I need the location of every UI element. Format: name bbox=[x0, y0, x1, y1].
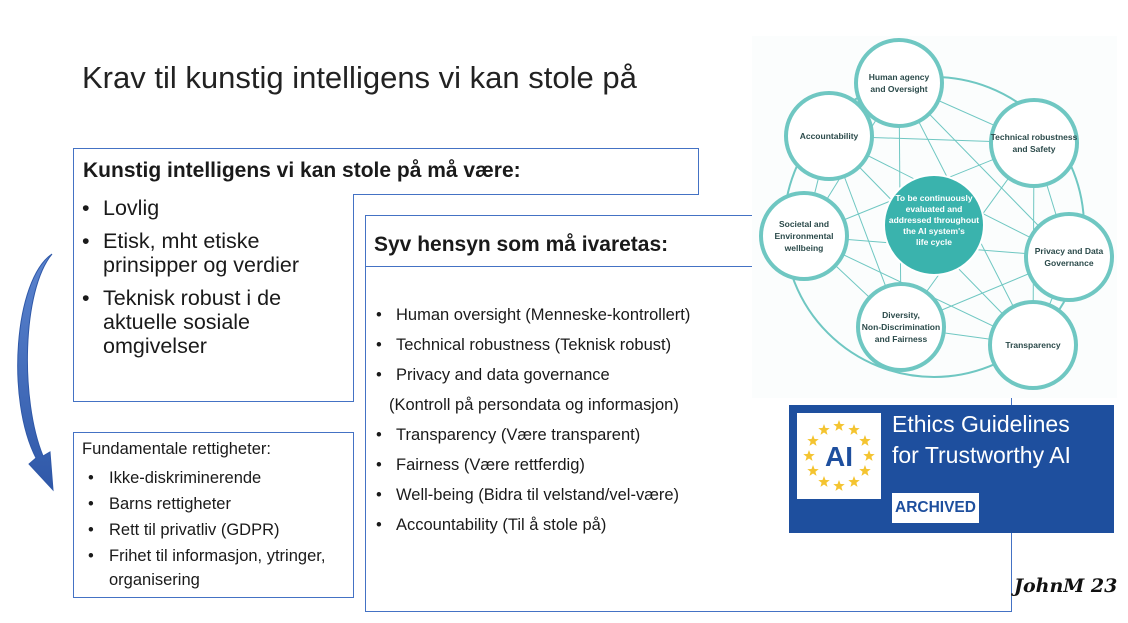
eu-star-icon bbox=[863, 450, 874, 461]
eu-star-icon bbox=[818, 476, 829, 487]
rights-item: • Ikke-diskriminerende bbox=[82, 466, 350, 490]
logo-ai-text: AI bbox=[825, 441, 853, 472]
center-text: To be continuously evaluated and addressed throughout the AI system's life cycle bbox=[888, 193, 980, 247]
rights-list bbox=[82, 466, 350, 594]
eu-star-icon bbox=[833, 420, 844, 431]
requirement-item: • Lovlig bbox=[82, 196, 348, 220]
eu-star-icon bbox=[848, 424, 859, 435]
consideration-item: • Accountability (Til å stole på) bbox=[374, 510, 774, 540]
eu-star-icon bbox=[807, 465, 818, 476]
requirements-heading: Kunstig intelligens vi kan stole på må være: bbox=[83, 159, 521, 182]
node-label-transparency: Transparency bbox=[1005, 340, 1061, 350]
rights-item: • Rett til privatliv (GDPR) bbox=[82, 518, 350, 542]
archived-badge: ARCHIVED bbox=[892, 493, 979, 523]
node-label-human-agency: Human agency and Oversight bbox=[868, 72, 930, 94]
guidelines-title-line2: for Trustworthy AI bbox=[892, 442, 1071, 468]
node-label-accountability: Accountability bbox=[799, 131, 859, 141]
requirements-box bbox=[73, 194, 354, 402]
node-label-privacy: Privacy and Data Governance bbox=[1034, 246, 1104, 268]
node-label-societal: Societal and Environmental wellbeing bbox=[774, 219, 834, 253]
ethics-guidelines-card bbox=[789, 405, 1114, 533]
consideration-item: • Technical robustness (Teknisk robust) bbox=[374, 330, 774, 360]
eu-star-icon bbox=[833, 480, 844, 491]
consideration-item: • Transparency (Være transparent) bbox=[374, 420, 774, 450]
author-signature: JohnM 23 bbox=[1014, 575, 1118, 597]
title-divider bbox=[366, 266, 791, 267]
ai-requirements-diagram bbox=[752, 36, 1117, 398]
requirements-list bbox=[82, 196, 348, 367]
eu-star-icon bbox=[807, 435, 818, 446]
consideration-item-continuation: (Kontroll på persondata og informasjon) bbox=[389, 396, 679, 414]
node-human-agency bbox=[856, 40, 942, 126]
requirements-circle-diagram bbox=[752, 36, 1117, 398]
eu-star-icon bbox=[859, 435, 870, 446]
eu-star-icon bbox=[848, 476, 859, 487]
rights-title: Fundamentale rettigheter: bbox=[82, 440, 271, 458]
slide-title: Krav til kunstig intelligens vi kan stole på bbox=[82, 60, 637, 95]
seven-considerations-list bbox=[374, 300, 774, 540]
requirement-item: • Teknisk robust i de aktuelle sosiale omgivelser bbox=[82, 286, 348, 358]
eu-star-icon bbox=[859, 465, 870, 476]
seven-considerations-title: Syv hensyn som må ivaretas: bbox=[374, 233, 669, 256]
guidelines-title-line1: Ethics Guidelines bbox=[892, 411, 1070, 437]
curved-arrow-icon bbox=[6, 250, 64, 500]
requirement-item: • Etisk, mht etiske prinsipper og verdier bbox=[82, 229, 348, 277]
node-technical-robustness bbox=[991, 100, 1077, 186]
consideration-item: • Fairness (Være rettferdig) bbox=[374, 450, 774, 480]
rights-item: • Barns rettigheter bbox=[82, 492, 350, 516]
eu-stars-icon bbox=[797, 413, 881, 499]
center-circle bbox=[884, 175, 984, 275]
eu-star-icon bbox=[803, 450, 814, 461]
consideration-item: • Privacy and data governance bbox=[374, 360, 774, 390]
node-label-diversity: Diversity, Non-Discrimination and Fairness bbox=[861, 310, 941, 344]
node-label-technical-robustness: Technical robustness and Safety bbox=[990, 132, 1078, 154]
rights-box bbox=[73, 432, 354, 598]
guidelines-title bbox=[892, 409, 1071, 471]
consideration-item: • Human oversight (Menneske-kontrollert) bbox=[374, 300, 774, 330]
consideration-item: • Well-being (Bidra til velstand/vel-være) bbox=[374, 480, 774, 510]
requirements-heading-box bbox=[73, 148, 699, 195]
eu-ai-logo bbox=[797, 413, 881, 499]
eu-star-icon bbox=[818, 424, 829, 435]
node-privacy bbox=[1026, 214, 1112, 300]
rights-item: • Frihet til informasjon, ytringer, organisering bbox=[82, 544, 350, 592]
